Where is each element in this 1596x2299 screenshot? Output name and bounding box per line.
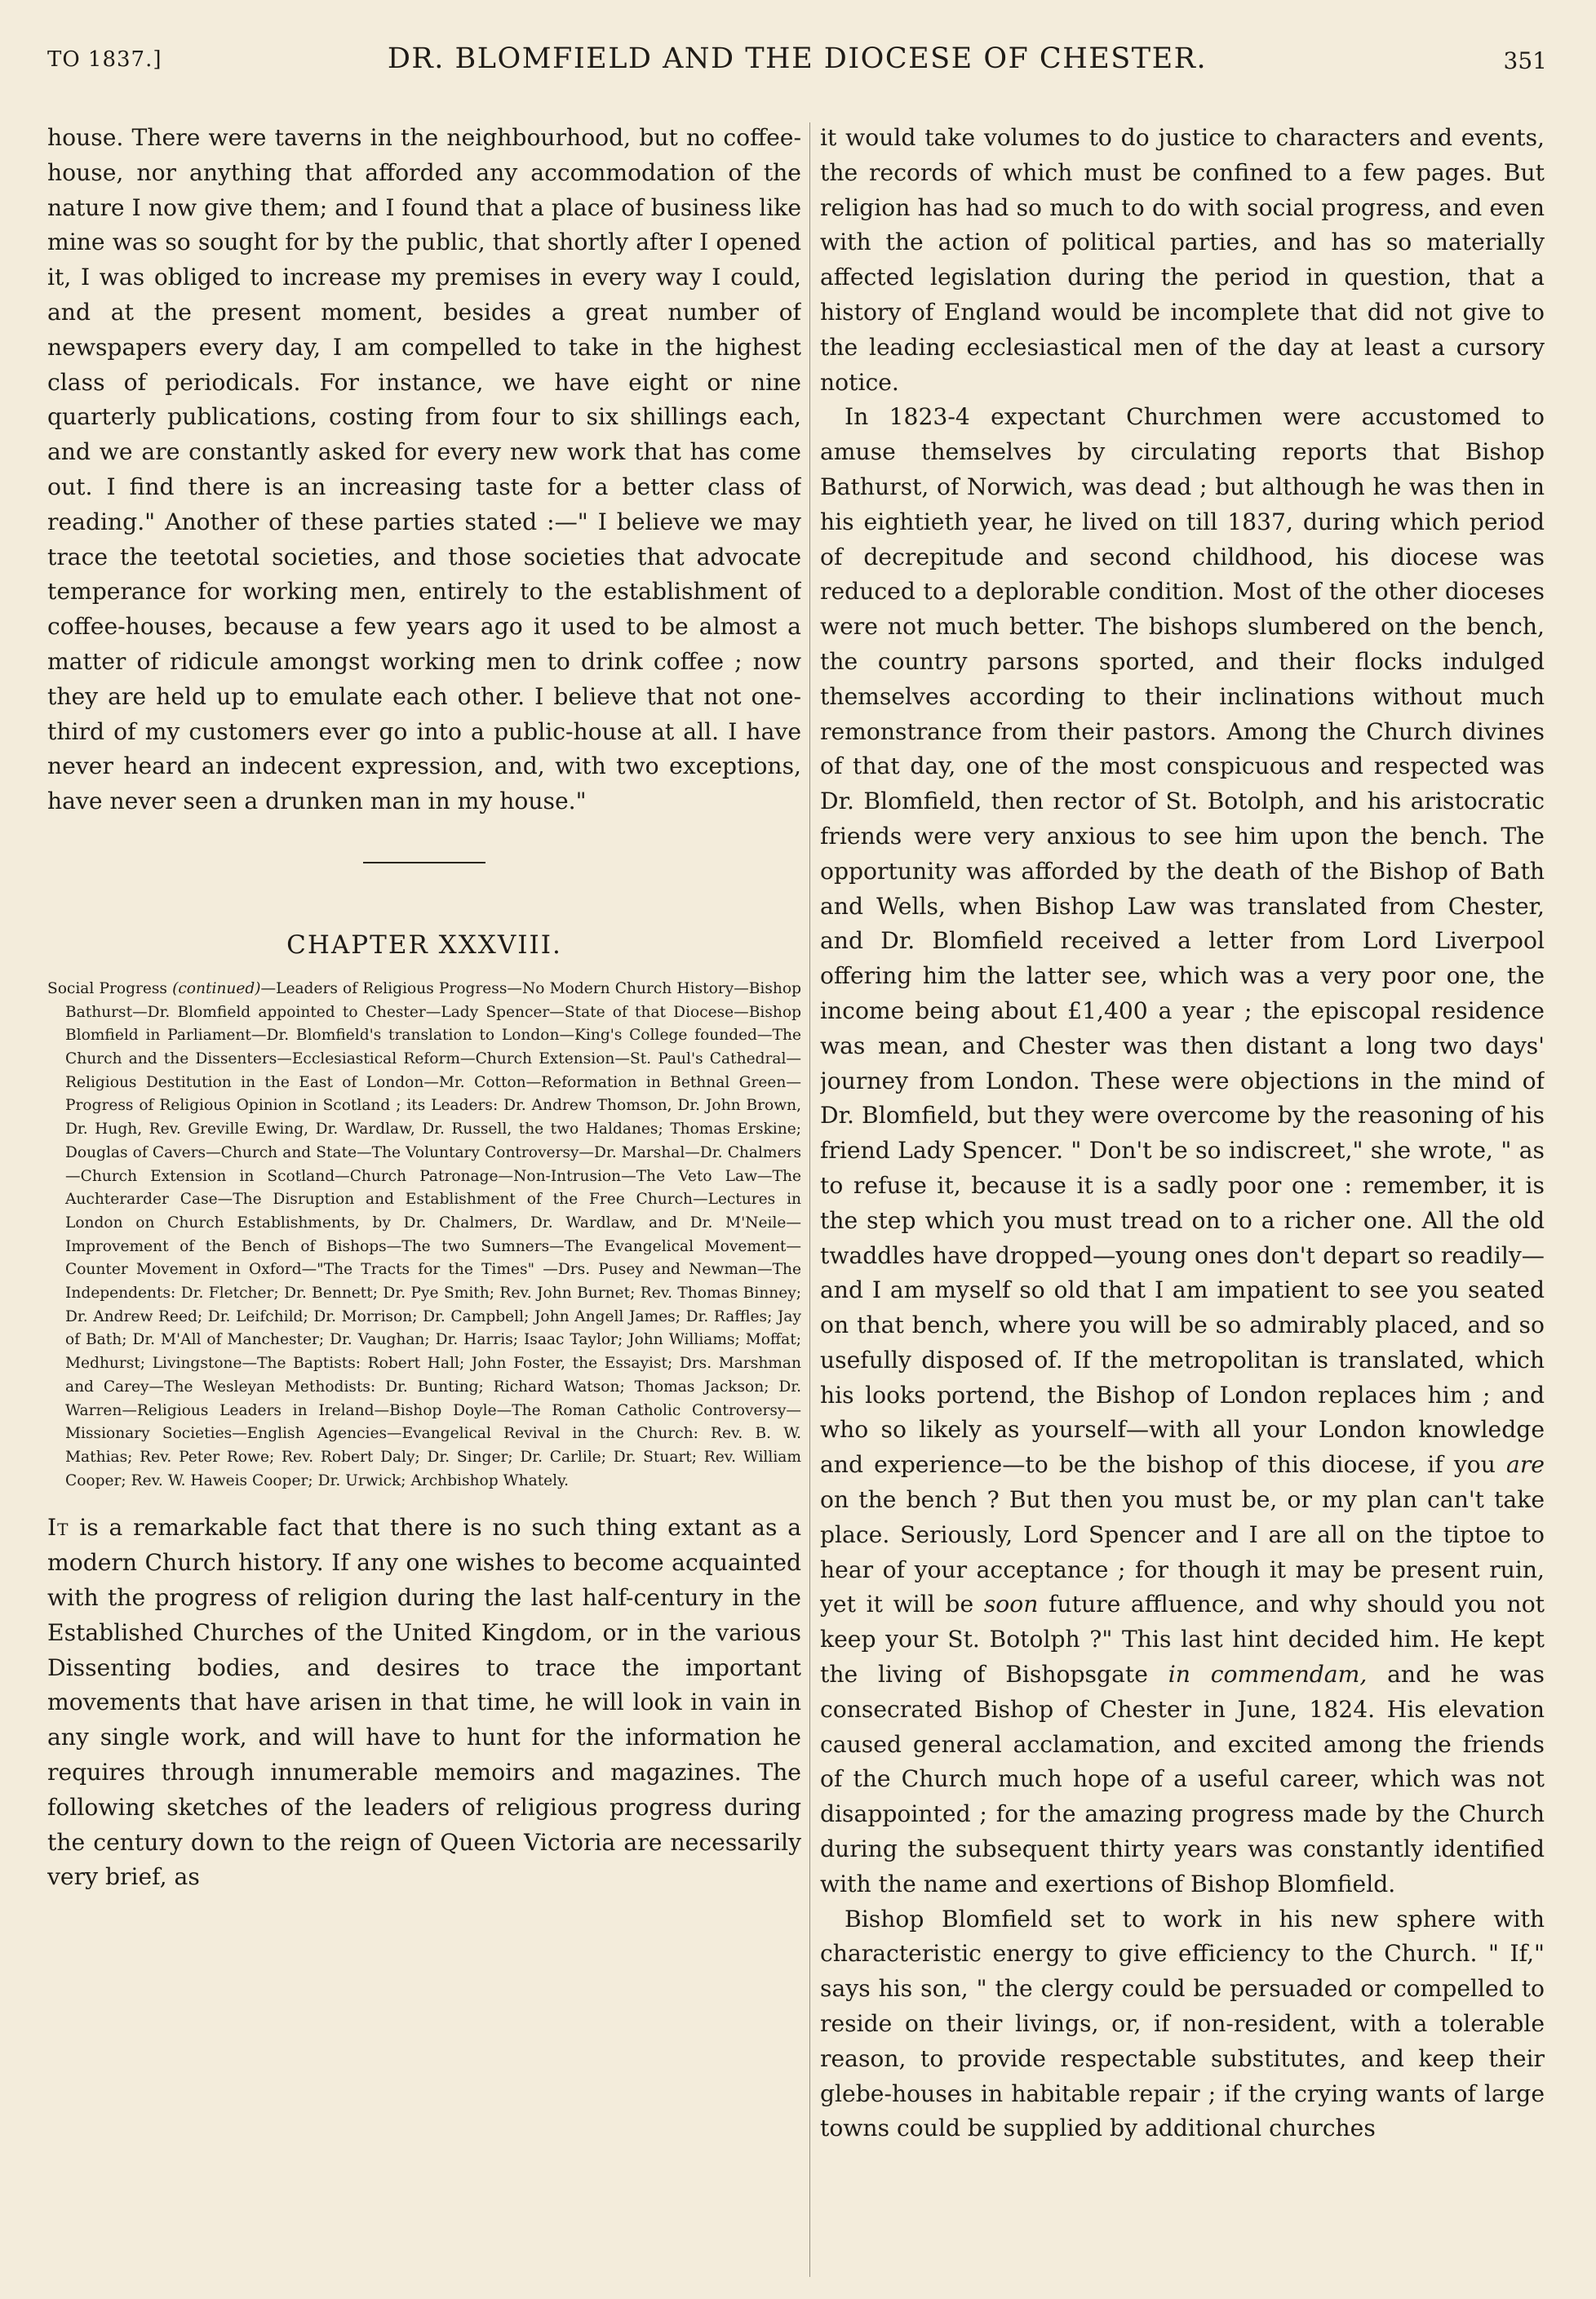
left-column bbox=[47, 121, 801, 2275]
column-rule bbox=[809, 122, 810, 2277]
synopsis-lead: Social Progress bbox=[47, 979, 167, 997]
paragraph-church-history-text: is a remarkable fact that there is no such thing extant as a modern Church history. If any one wishes to become acquainted with the progress of religion during the last half-century in the Established Churches of the United Kingdom, or in the various Dissenting bodies, and desires to trace the important movements that have arisen in that time, he will look in vain in any single work, and will have to hunt for the information he requires through innumerable memoirs and magazines. The following sketches of the leaders of religious progress during the century down to the reign of Queen Victoria are necessarily very brief, as bbox=[47, 1514, 801, 1891]
paragraph-bishop-bathurst bbox=[820, 400, 1545, 1902]
italic-in-commendam: in commendam, bbox=[1168, 1661, 1368, 1689]
paragraph-bathurst-part-a: In 1823-4 expectant Churchmen were accustomed to amuse themselves by circulating reports that Bishop Bathurst, of Norwich, was dead ; but although he was then in his eightieth year, he lived on till 1837, during which period of decrepitude and second childhood, his diocese was reduced to a deplorable condition. Most of the other dioceses were not much better. The bishops slumbered on the bench, the country parsons sported, and their flocks indulged themselves according to their inclinations without much remonstrance from their pastors. Among the Church divines of that day, one of the most conspicuous and respected was Dr. Blomfield, then rector of St. Botolph, and his aristocratic friends were very anxious to see him upon the bench. The opportunity was afforded by the death of the Bishop of Bath and Wells, when Bishop Law was translated from Chester, and Dr. Blomfield received a letter from Lord Liverpool offering him the latter see, which was a very poor one, the income being about £1,400 a year ; the episcopal residence was mean, and Chester was then distant a long two days' journey from London. These were objections in the mind of Dr. Blomfield, but they were overcome by the reasoning of his friend Lady Spencer. " Don't be so indiscreet," she wrote, " as to refuse it, because it is a sadly poor one : remember, it is the step which you must tread on to a richer one. All the old twaddles have dropped—young ones don't depart so readily—and I am myself so old that I am impatient to see you seated on that bench, where you will be so admirably placed, and so usefully disposed of. If the metropolitan is translated, which his looks portend, the Bishop of London replaces him ; and who so likely as yourself—with all your London knowledge and experience—to be the bishop of this diocese, if you bbox=[820, 403, 1545, 1479]
section-divider bbox=[363, 862, 485, 863]
italic-are: are bbox=[1506, 1451, 1545, 1479]
drop-word: It bbox=[47, 1514, 69, 1542]
chapter-heading: CHAPTER XXXVIII. bbox=[286, 930, 562, 960]
paragraph-coffee-house: house. There were taverns in the neighbourhood, but no coffee-house, nor anything that afforded any accommodation of the nature I now give them; and I found that a place of business like mine was so sought for by the public, that shortly after I opened it, I was obliged to increase my premises in every way I could, and at the present moment, besides a great number of newspapers every day, I am compelled to take in the highest class of periodicals. For instance, we have eight or nine quarterly publications, costing from four to six shillings each, and we are constantly asked for every new work that has come out. I find there is an increasing taste for a better class of reading." Another of these parties stated :—" I believe we may trace the teetotal societies, and those societies that advocate temperance for working men, entirely to the establishment of coffee-houses, because a few years ago it used to be almost a matter of ridicule amongst working men to drink coffee ; now they are held up to emulate each other. I believe that not one-third of my customers ever go into a public-house at all. I have never heard an indecent expression, and, with two exceptions, have never seen a drunken man in my house." bbox=[47, 124, 801, 815]
synopsis-text: —Leaders of Religious Progress—No Modern Church History—Bishop Bathurst—Dr. Blomfield appointed to Chester—Lady Spencer—State of that Diocese—Bishop Blomfield in Parliament—Dr. Blomfield's translation to London—King's College founded—The Church and the Dissenters—Ecclesiastical Reform—Church Extension—St. Paul's Cathedral—Religious Destitution in the East of London—Mr. Cotton—Reformation in Bethnal Green—Progress of Religious Opinion in Scotland ; its Leaders: Dr. Andrew Thomson, Dr. John Brown, Dr. Hugh, Rev. Greville Ewing, Dr. Wardlaw, Dr. Russell, the two Haldanes; Thomas Erskine; Douglas of Cavers—Church and State—The Voluntary Controversy—Dr. Marshal—Dr. Chalmers—Church Extension in Scotland—Church Patronage—Non-Intrusion—The Veto Law—The Auchterarder Case—The Disruption and Establishment of the Free Church—Lectures in London on Church Establishments, by Dr. Chalmers, Dr. Wardlaw, and Dr. M'Neile—Improvement of the Bench of Bishops—The two Sumners—The Evangelical Movement—Counter Movement in Oxford—"The Tracts for the Times" —Drs. Pusey and Newman—The Independents: Dr. Fletcher; Dr. Bennett; Dr. Pye Smith; Rev. John Burnet; Rev. Thomas Binney; Dr. Andrew Reed; Dr. Leifchild; Dr. Morrison; Dr. Campbell; John Angell James; Dr. Raffles; Jay of Bath; Dr. M'All of Manchester; Dr. Vaughan; Dr. Harris; Isaac Taylor; John Williams; Moffat; Medhurst; Livingstone—The Baptists: Robert Hall; John Foster, the Essayist; Drs. Marshman and Carey—The Wesleyan Methodists: Dr. Bunting; Richard Watson; Thomas Jackson; Dr. Warren—Religious Leaders in Ireland—Bishop Doyle—The Roman Catholic Controversy—Missionary Societies—English Agencies—Evangelical Revival in the Church: Rev. B. W. Mathias; Rev. Peter Rowe; Rev. Robert Daly; Dr. Singer; Dr. Carlile; Dr. Stuart; Rev. William Cooper; Rev. W. Haweis Cooper; Dr. Urwick; Archbishop Whately. bbox=[65, 979, 801, 1489]
paragraph-blomfield-work: Bishop Blomfield set to work in his new sphere with characteristic energy to give efficiency to the Church. " If," says his son, " the clergy could be persuaded or compelled to reside on their livings, or, if non-resident, with a tolerable reason, to provide respectable substitutes, and keep their glebe-houses in habitable repair ; if the crying wants of large towns could be supplied by additional churches bbox=[820, 1905, 1545, 2142]
paragraph-bathurst-part-c: future affluence, and why should you not keep your St. Botolph ?" This last hint decided him. He kept the living of Bishopsgate bbox=[820, 1591, 1545, 1689]
paragraph-bathurst-part-b: on the bench ? But then you must be, or my plan can't take place. Seriously, Lord Spencer and I are all on the tiptoe to hear of your acceptance ; for though it may be present ruin, yet it will be bbox=[820, 1486, 1545, 1618]
italic-soon: soon bbox=[983, 1591, 1039, 1618]
running-head bbox=[47, 42, 1547, 80]
running-head-left: TO 1837.] bbox=[47, 47, 162, 72]
paragraph-church-history bbox=[47, 1511, 801, 1895]
paragraph-volumes: it would take volumes to do justice to characters and events, the records of which must be confined to a few pages. But religion has had so much to do with social progress, and even with the action of political parties, and has so materially affected legislation during the period in question, that a history of England would be incomplete that did not give to the leading ecclesiastical men of the day at least a cursory notice. bbox=[820, 124, 1545, 396]
paragraph-bathurst-part-d: and he was consecrated Bishop of Chester in June, 1824. His elevation caused general acclamation, and excited among the friends of the Church much hope of a useful career, which was not disappointed ; for the amazing progress made by the Church during the subsequent thirty years was constantly identified with the name and exertions of Bishop Blomfield. bbox=[820, 1661, 1545, 1897]
chapter-synopsis bbox=[47, 978, 801, 1493]
running-head-title: DR. BLOMFIELD AND THE DIOCESE OF CHESTER. bbox=[387, 42, 1208, 75]
right-column bbox=[820, 121, 1545, 2275]
page-number: 351 bbox=[1503, 47, 1547, 74]
synopsis-continued: (continued) bbox=[172, 979, 261, 997]
